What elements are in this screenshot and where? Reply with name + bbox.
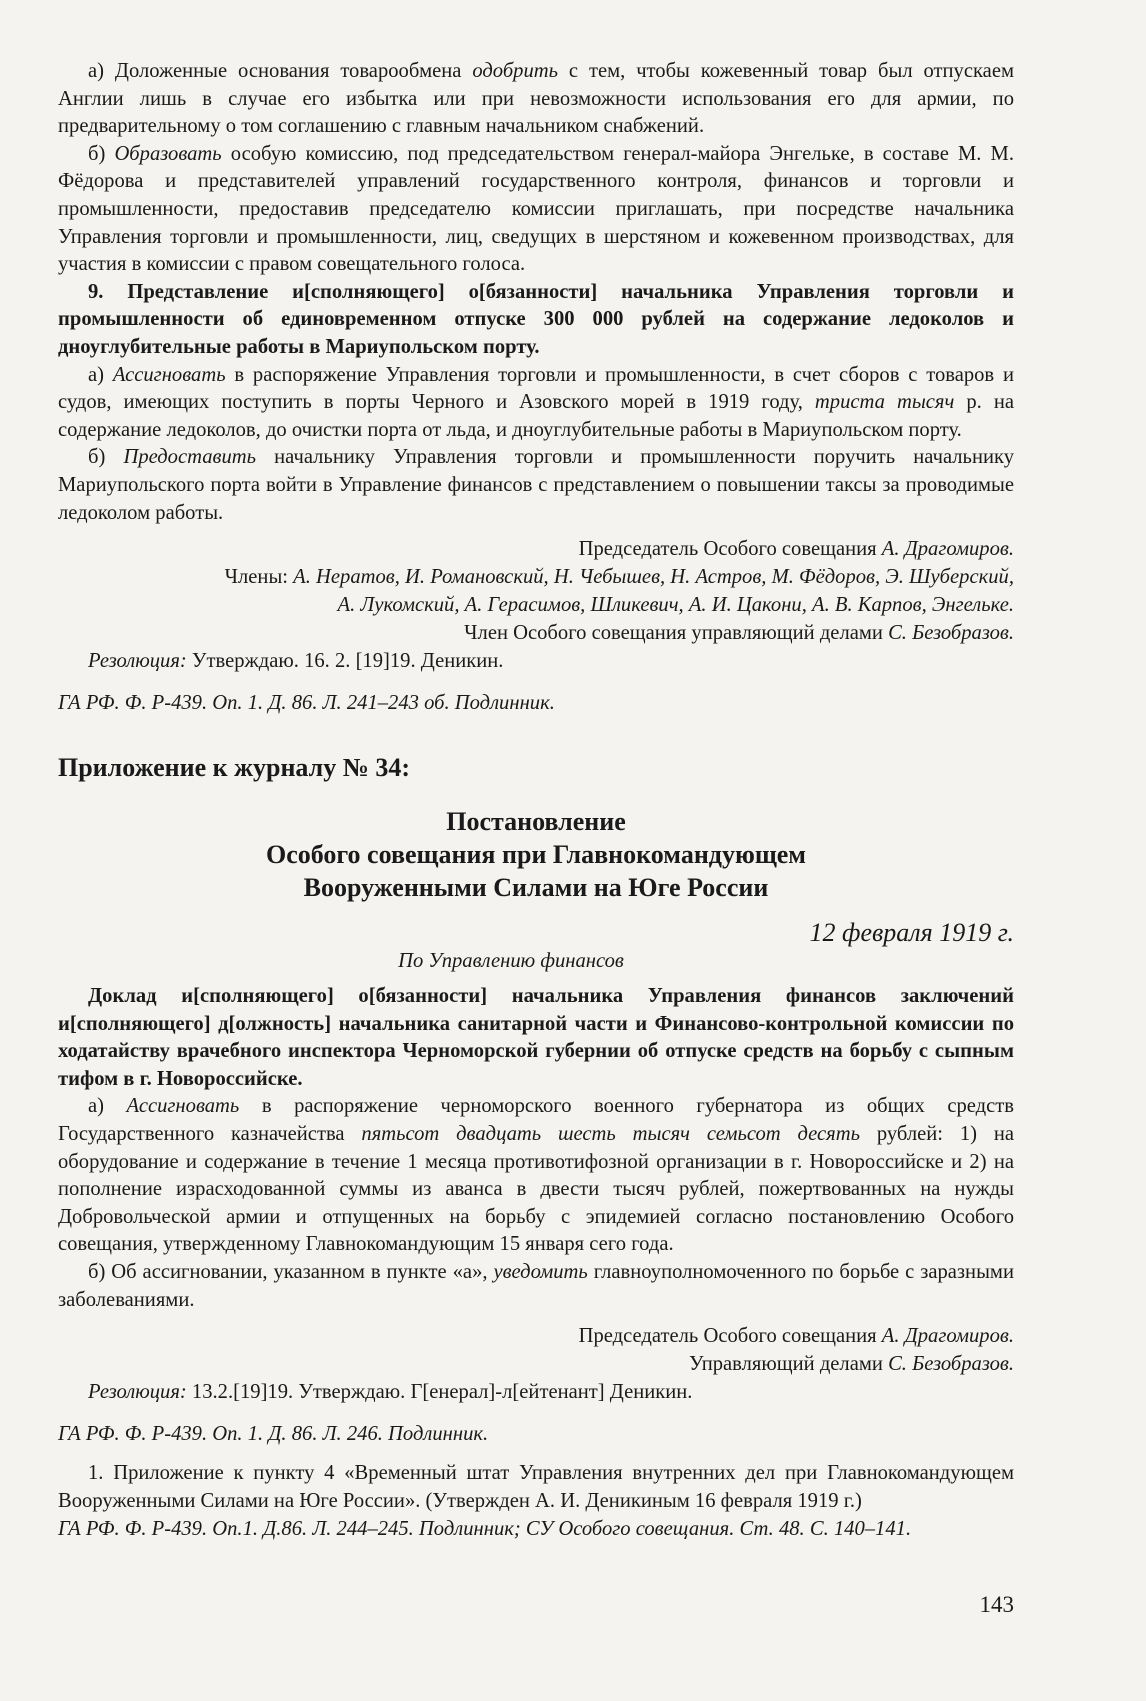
resolution: Резолюция: Утверждаю. 16. 2. [19]19. Деникин. (88, 650, 504, 673)
appendix-resolution: Резолюция: 13.2.[19]19. Утверждаю. Г[енерал]-л[ейтенант] Деникин. (88, 1381, 693, 1404)
footnote-source: ГА РФ. Ф. Р-439. Оп.1. Д.86. Л. 244–245. Подлинник; СУ Особого совещания. Ст. 48. С. 140–141. (58, 1518, 912, 1541)
item-9-heading: 9. Представление и[сполняющего] о[бязанности] начальника Управления торговли и промышленности об единовременном отпуске 300 000 рублей на содержание ледоколов и дноуглубительные работы в Мариупольском порту. (58, 280, 1014, 358)
members-line-1: Члены: А. Нератов, И. Романовский, Н. Чебышев, Н. Астров, М. Фёдоров, Э. Шуберский, (224, 566, 1014, 589)
decree-date: 12 февраля 1919 г. (809, 918, 1014, 948)
appendix-paragraph-a: а) Ассигновать в распоряжение черноморского военного губернатора из общих средств Государственного казначейства пятьсот двадцать шесть тысяч семьсот десять рублей: 1) на оборудование и содержание в течение 1 месяца противотифозной организации в г. Новороссийске и 2) на пополнение израсходованной суммы из аванса в двести тысяч рублей, пожертвованных на нужды Добровольческой армии и отпущенных на борьбу с эпидемией согласно постановлению Особого совещания, утвержденному Главнокомандующим 15 января сего года. (58, 1095, 1014, 1256)
item-9-paragraph-a: а) Ассигновать в распоряжение Управления торговли и промышленности, в счет сборов с товаров и судов, имеющих поступить в порты Черного и Азовского морей в 1919 году, триста тысяч р. на содержание ледоколов, до очистки порта от льда, и дноуглубительные работы в Мариупольском порту. (58, 363, 1015, 441)
chairman-signature: Председатель Особого совещания А. Драгомиров. (578, 538, 1014, 561)
appendix-signature-block (58, 1322, 1014, 1448)
department: По Управлению финансов (398, 950, 624, 973)
report-heading: Доклад и[сполняющего] о[бязанности] начальника Управления финансов заключений и[сполняющего] д[олжность] начальника санитарной части и Финансово-контрольной комиссии по ходатайству врачебного инспектора Черноморской губернии об отпуске средств на борьбу с сыпным тифом в г. Новороссийске. (58, 985, 1014, 1090)
appendix-manager-signature: Управляющий делами С. Безобразов. (688, 1353, 1014, 1376)
members-line-2: А. Лукомский, А. Герасимов, Шликевич, А. И. Цакони, А. В. Карпов, Энгельке. (337, 594, 1014, 617)
paragraph-b-commission: б) Образовать особую комиссию, под председательством генерал-майора Энгельке, в составе М. М. Фёдорова и представителей управлений государственного контроля, финансов и торговли и промышленности, предоставив председателю комиссии приглашать, при посредстве начальника Управления торговли и промышленности, лиц, сведущих в шерстяном и кожевенном производствах, для участия в комиссии с правом совещательного голоса. (58, 142, 1014, 276)
decree-title: Постановление Особого совещания при Главнокомандующем Вооруженными Силами на Юге России (265, 807, 807, 903)
archive-reference: ГА РФ. Ф. Р-439. Оп. 1. Д. 86. Л. 241–243 об. Подлинник. (58, 692, 555, 715)
appendix-chairman-signature: Председатель Особого совещания А. Драгомиров. (578, 1325, 1014, 1348)
item-9-paragraph-b: б) Предоставить начальнику Управления торговли и промышленности поручить начальнику Мариупольского порта войти в Управление финансов с представлением о повышении таксы за проводимые ледоколом работы. (58, 446, 1015, 524)
appendix-title: Приложение к журналу № 34: (58, 753, 411, 783)
footnote: 1. Приложение к пункту 4 «Временный штат Управления внутренних дел при Главнокомандующем Вооруженными Силами на Юге России». (Утвержден А. И. Деникиным 16 февраля 1919 г.) (58, 1462, 1014, 1512)
page-number: 143 (979, 1592, 1014, 1617)
appendix-archive-reference: ГА РФ. Ф. Р-439. Оп. 1. Д. 86. Л. 246. Подлинник. (58, 1423, 489, 1446)
signature-block (58, 535, 1014, 717)
appendix-paragraph-b: б) Об ассигновании, указанном в пункте «а», уведомить главноуполномоченного по борьбе с заразными заболеваниями. (58, 1261, 1014, 1311)
secretary-signature: Член Особого совещания управляющий делами С. Безобразов. (464, 622, 1014, 645)
paragraph-a-trade: а) Доложенные основания товарообмена одобрить с тем, чтобы кожевенный товар был отпускаем Англии лишь в случае его избытка или при невозможности использования его для армии, по предварительному о том соглашению с главным начальником снабжений. (58, 60, 1014, 138)
